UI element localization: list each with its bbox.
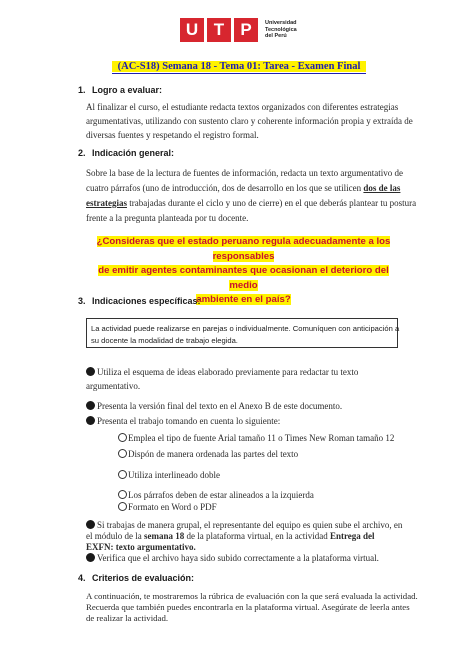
sub-item: Utiliza interlineado doble: [118, 470, 220, 480]
section-3-heading: 3. Indicaciones específicas:: [78, 296, 201, 306]
circle-bullet-icon: [118, 502, 127, 511]
bullet-item: Utiliza el esquema de ideas elaborado previamente para redactar tu texto: [86, 366, 358, 379]
sub-item: Dispón de manera ordenada las partes del texto: [118, 449, 298, 459]
section-4-text: A continuación, te mostraremos la rúbrica de evaluación con la que será evaluada la actividad. Recuerda que también puedes encontrarla en la plataforma virtual. Asegúrate de leerla antes de realizar la actividad.: [86, 591, 418, 623]
group-instructions: Si trabajas de manera grupal, el representante del equipo es quien sube el archivo, en el módulo de la semana 18 de la plataforma virtual, en la actividad Entrega del EXFN: texto argumentativo. Verifica que el archivo haya sido subido correctamente a la plataforma virtual.: [86, 520, 403, 563]
bullet-icon: [86, 401, 95, 410]
sub-item: Formato en Word o PDF: [118, 502, 217, 512]
sub-item: Emplea el tipo de fuente Arial tamaño 11 o Times New Roman tamaño 12: [118, 433, 394, 443]
bullet-icon: [86, 553, 95, 562]
section-1-heading: 1. Logro a evaluar:: [78, 85, 163, 95]
section-4-heading: 4. Criterios de evaluación:: [78, 573, 195, 583]
bullet-item: Presenta la versión final del texto en el Anexo B de este documento.: [86, 400, 342, 413]
section-2-heading: 2. Indicación general:: [78, 148, 175, 158]
bullet-icon: [86, 520, 95, 529]
circle-bullet-icon: [118, 449, 127, 458]
bullet-icon: [86, 367, 95, 376]
circle-bullet-icon: [118, 470, 127, 479]
logo-letter-t: T: [207, 18, 231, 42]
section-2-text: Sobre la base de la lectura de fuentes de información, redacta un texto argumentativo de cuatro párrafos (uno de introducción, dos de desarrollo en los que se utilicen dos de las estrategias trabajadas durante el ciclo y uno de cierre) en el que deberás plantear tu postura frente a la pregunta planteada por tu docente.: [86, 168, 417, 223]
logo-university-name: Universidad Tecnológica del Perú: [265, 20, 297, 40]
sub-item: Los párrafos deben de estar alineados a la izquierda: [118, 490, 314, 500]
debate-question: ¿Consideras que el estado peruano regula adecuadamente a los responsables de emitir agentes contaminantes que ocasionan el deterioro del medio ambiente en el país?: [96, 236, 391, 305]
document-title: (AC-S18) Semana 18 - Tema 01: Tarea - Examen Final: [112, 61, 366, 72]
bullet-item: Presenta el trabajo tomando en cuenta lo siguiente:: [86, 415, 280, 428]
title-underline: [112, 73, 366, 74]
logo-letter-u: U: [180, 18, 204, 42]
bullet-item-continued: argumentativo.: [86, 381, 141, 391]
bullet-icon: [86, 416, 95, 425]
section-1-text: Al finalizar el curso, el estudiante redacta textos organizados con diferentes estrategias argumentativas, utilizando con sustento claro y coherente información propia y extraída de diversas fuentes y respetando el registro formal.: [86, 102, 413, 140]
utp-logo: [180, 18, 297, 42]
circle-bullet-icon: [118, 490, 127, 499]
modality-note-box: La actividad puede realizarse en parejas o individualmente. Comuníquen con anticipación a su docente la modalidad de trabajo elegida.: [86, 318, 398, 348]
logo-letter-p: P: [234, 18, 258, 42]
circle-bullet-icon: [118, 433, 127, 442]
